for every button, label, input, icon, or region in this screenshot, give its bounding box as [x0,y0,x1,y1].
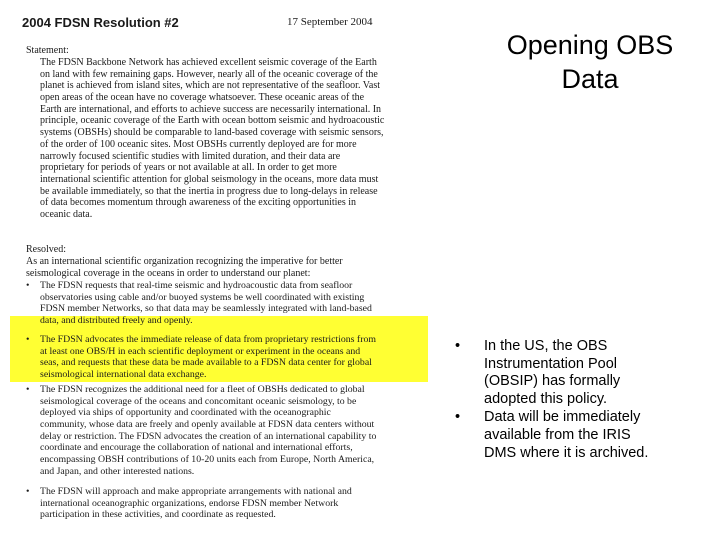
slide-title [470,28,710,96]
statement-line: planet is achieved from island sites, which are not representative of the seafloor. Vast [40,80,380,92]
statement-line: oceanic data. [40,208,93,220]
bullet-line: observatories using cable and/or buoyed systems be well coordinated with existing [40,291,365,303]
resolved-label: Resolved: [26,244,66,255]
statement-line: Earth are international, and efforts to achieve success are necessarily international. In [40,103,382,115]
bullet-line: FDSN member Networks, so that data may be seamlessly integrated with land-based [40,303,372,315]
statement-label: Statement: [26,45,69,56]
bullet-marker: • [26,486,30,497]
slide-bullet [455,338,715,408]
slide-title-line: Data [561,64,619,94]
slide-title-line: Opening OBS [506,30,674,60]
bullet-line: The FDSN requests that real-time seismic and hydroacoustic data from seafloor [40,280,353,291]
statement-line: narrowly focused scientific studies with limited duration, and their data are [40,150,341,162]
statement-paragraph [40,57,436,221]
bullet-line: seismological international data exchange. [40,369,207,381]
statement-line: The FDSN Backbone Network has achieved excellent seismic coverage of the Earth [40,57,377,68]
bullet-text [40,486,445,521]
slide-bullet-line: DMS where it is archived. [484,444,649,461]
slide-bullet-line: adopted this policy. [484,390,608,407]
resolution-bullet-highlighted [26,334,446,380]
slide-bullet-line: In the US, the OBS [484,338,608,354]
bullet-line: encompassing OBSH contributions of 10-20 units each from Europe, North America, [40,454,375,466]
bullet-line: data, and distributed freely and openly. [40,315,193,327]
slide-bullet-marker: • [455,338,461,354]
statement-line: open areas of the ocean have no coverage whatsoever. These oceanic areas of the [40,92,365,104]
bullet-text [40,334,445,381]
resolved-intro [26,256,436,279]
bullet-line: The FDSN recognizes the additional need for a fleet of OBSHs dedicated to global [40,384,365,395]
resolution-bullet [26,486,446,522]
statement-line: systems (OBSHs) should be comparable to land-based coverage with seismic sensors, [40,127,384,139]
resolved-intro-line: seismological coverage in the oceans in order to understand our planet: [26,267,311,279]
bullet-line: at least one OBS/H in each scientific deployment or experiment in the oceans and [40,345,361,357]
slide-bullet-line: Instrumentation Pool [484,355,617,372]
resolution-bullet [26,384,446,476]
statement-line: proprietary for periods of years or not available at all. In order to get more [40,162,337,174]
bullet-marker: • [26,280,30,291]
bullet-marker: • [26,334,30,345]
bullet-text [40,280,445,327]
bullet-line: deployed via ships of opportunity and coordinated with the oceanographic [40,407,331,419]
bullet-line: delay or restriction. The FDSN advocates the creation of an international capability to [40,430,377,442]
bullet-line: seismological coverage of the oceans and concomitant oceanic seismology, to be [40,395,357,407]
statement-line: of the order of 100 oceanic sites. Most OBSHs currently deployed are for more [40,138,357,150]
slide-bullet [455,409,715,462]
statement-line: be available immediately, so that the inertia in progress due to long-delays in release [40,185,378,197]
bullet-line: The FDSN will approach and make appropriate arrangements with national and [40,486,352,497]
bullet-line: coordinate and encourage the collaboration of national and international efforts, [40,442,353,454]
statement-line: international scientific attention for global seismology in the oceans, more data must [40,173,379,185]
resolution-document [22,14,447,536]
document-date: 17 September 2004 [287,16,373,28]
statement-line: of data becomes momentum through awareness of the exciting opportunities in [40,197,357,209]
resolution-bullet [26,280,446,326]
bullet-line: seas, and requests that these data be made available to a FDSN data center for global [40,357,372,369]
statement-line: on land with few remaining gaps. However, nearly all of the oceanic coverage of the [40,68,378,80]
statement-line: principle, oceanic coverage of the Earth with ocean bottom seismic and hydroacoustic [40,115,385,127]
bullet-marker: • [26,384,30,395]
slide-bullet-line: available from the IRIS [484,426,631,443]
bullet-line: participation in these activities, and coordinate as requested. [40,509,276,521]
slide-bullet-line: Data will be immediately [484,409,641,426]
slide-bullet-list [455,338,715,463]
bullet-line: and Japan, and other interested nations. [40,465,195,477]
document-header [22,14,447,32]
bullet-line: international oceanographic organizations, endorse FDSN member Network [40,497,339,509]
bullet-text [40,384,445,478]
slide-bullet-marker: • [455,409,461,426]
resolved-intro-line: As an international scientific organization recognizing the imperative for better [26,256,343,267]
bullet-line: community, whose data are freely and openly available at FDSN data centers without [40,419,375,431]
document-title: 2004 FDSN Resolution #2 [22,15,179,30]
slide-bullet-line: (OBSIP) has formally [484,373,621,390]
bullet-line: The FDSN advocates the immediate release of data from proprietary restrictions from [40,334,376,345]
